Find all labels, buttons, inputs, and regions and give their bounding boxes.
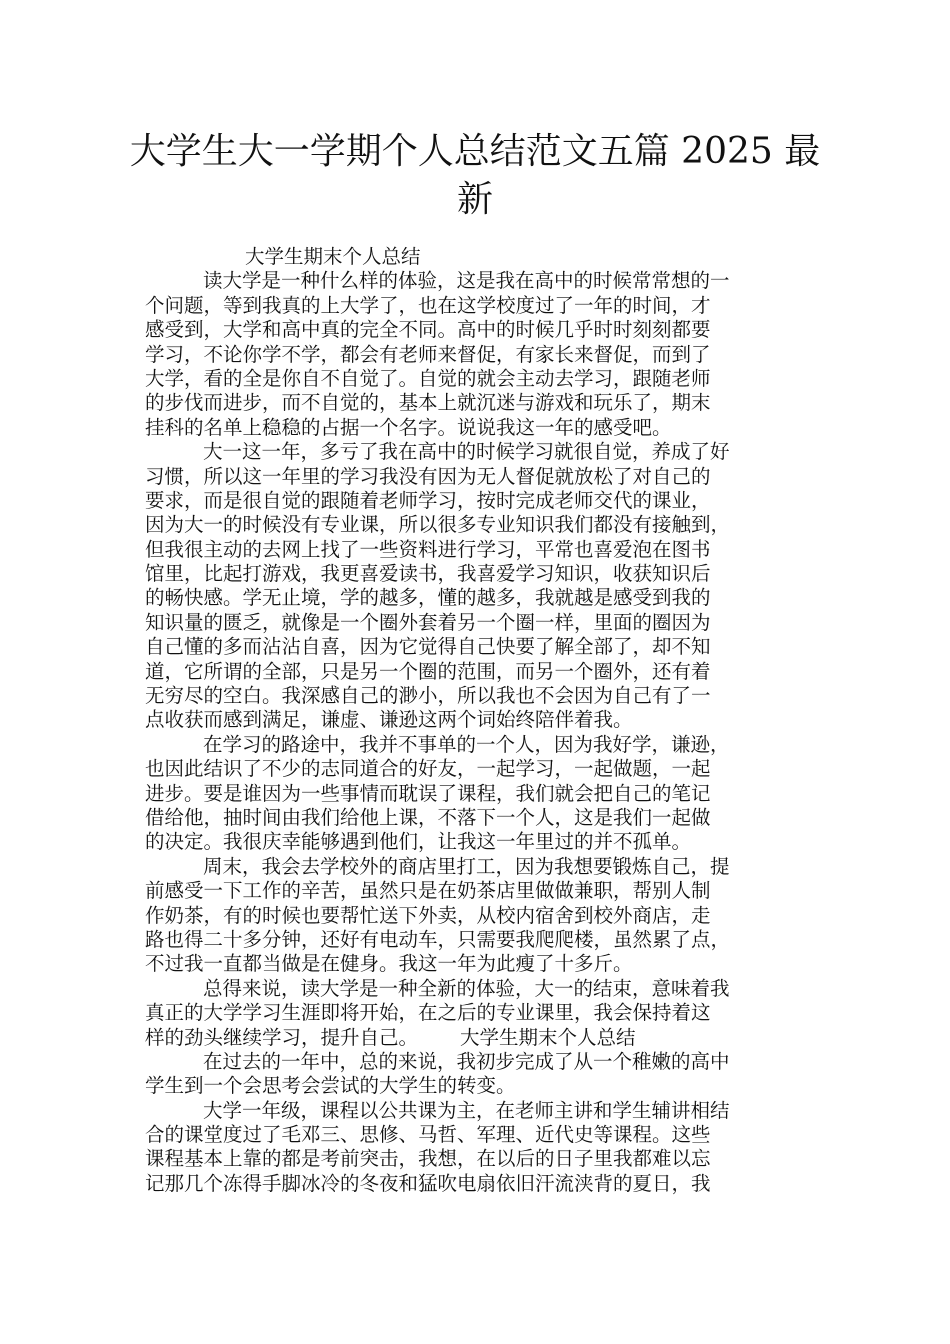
- document-title: [120, 128, 830, 224]
- paragraph-line: 前感受一下工作的辛苦，虽然只是在奶茶店里做做兼职，帮别人制: [145, 879, 711, 903]
- paragraph-line: 合的课堂度过了毛邓三、思修、马哲、军理、近代史等课程。这些: [145, 1123, 711, 1147]
- paragraph-line: 点收获而感到满足，谦虚、谦逊这两个词始终陪伴着我。: [145, 708, 633, 732]
- paragraph-line: 大学，看的全是你自不自觉了。自觉的就会主动去学习，跟随老师: [145, 366, 711, 390]
- paragraph-line: 知识量的匮乏，就像是一个圈外套着另一个圈一样，里面的圈因为: [145, 610, 711, 634]
- section-subheading: 大学生期末个人总结: [245, 245, 421, 268]
- paragraph-line: 课程基本上靠的都是考前突击，我想，在以后的日子里我都难以忘: [145, 1147, 711, 1171]
- paragraph-first-line: 大学一年级，课程以公共课为主，在老师主讲和学生辅讲相结: [203, 1098, 730, 1122]
- paragraph-line: 道，它所谓的全部，只是另一个圈的范围，而另一个圈外，还有着: [145, 659, 711, 683]
- paragraph-line: 要求，而是很自觉的跟随着老师学习，按时完成老师交代的课业，: [145, 488, 711, 512]
- paragraph-first-line: 在学习的路途中，我并不事单的一个人，因为我好学，谦逊，: [203, 732, 730, 756]
- paragraph-line: 不过我一直都当做是在健身。我这一年为此瘦了十多斤。: [145, 952, 633, 976]
- paragraph-line: [145, 1026, 810, 1050]
- paragraph-line: 因为大一的时候没有专业课，所以很多专业知识我们都没有接触到，: [145, 513, 731, 537]
- paragraph-line-text: 样的劲头继续学习，提升自己。: [145, 1025, 419, 1049]
- paragraph-line: 习惯，所以这一年里的学习我没有因为无人督促就放松了对自己的: [145, 464, 711, 488]
- paragraph-line: 的畅快感。学无止境，学的越多，懂的越多，我就越是感受到我的: [145, 586, 711, 610]
- paragraph-first-line: 读大学是一种什么样的体验，这是我在高中的时候常常想的一: [203, 269, 730, 293]
- title-line-2: 新: [456, 179, 493, 220]
- paragraph-line: 学习，不论你学不学，都会有老师来督促，有家长来督促，而到了: [145, 342, 711, 366]
- paragraph-line: 但我很主动的去网上找了一些资料进行学习，平常也喜爱泡在图书: [145, 537, 711, 561]
- paragraph-line: 的决定。我很庆幸能够遇到他们，让我这一年里过的并不孤单。: [145, 830, 692, 854]
- paragraph-line: 学生到一个会思考会尝试的大学生的转变。: [145, 1074, 516, 1098]
- paragraph-line: 记那几个冻得手脚冰冷的冬夜和猛吹电扇依旧汗流浃背的夏日，我: [145, 1171, 711, 1195]
- paragraph-first-line: 周末，我会去学校外的商店里打工，因为我想要锻炼自己，提: [203, 854, 730, 878]
- paragraph-line: 感受到，大学和高中真的完全不同。高中的时候几乎时时刻刻都要: [145, 318, 711, 342]
- document-body: [145, 245, 810, 1196]
- title-line-1: 大学生大一学期个人总结范文五篇 2025 最: [129, 131, 821, 172]
- paragraph-line: 真正的大学学习生涯即将开始，在之后的专业课里，我会保持着这: [145, 1001, 711, 1025]
- paragraph-line: 借给他，抽时间由我们给他上课，不落下一个人，这是我们一起做: [145, 805, 711, 829]
- paragraph-line: 进步。要是谁因为一些事情而耽误了课程，我们就会把自己的笔记: [145, 781, 711, 805]
- paragraph-first-line: 总得来说，读大学是一种全新的体验，大一的结束，意味着我: [203, 976, 730, 1000]
- paragraph-line: 的步伐而进步，而不自觉的，基本上就沉迷与游戏和玩乐了，期末: [145, 391, 711, 415]
- paragraph-line: 路也得二十多分钟，还好有电动车，只需要我爬爬楼，虽然累了点，: [145, 927, 731, 951]
- paragraph-line: 也因此结识了不少的志同道合的好友，一起学习，一起做题，一起: [145, 757, 711, 781]
- paragraph-line: 挂科的名单上稳稳的占据一个名字。说说我这一年的感受吧。: [145, 415, 672, 439]
- section-subheading: 大学生期末个人总结: [460, 1025, 636, 1049]
- paragraph-line: 自己懂的多而沾沾自喜，因为它觉得自己快要了解全部了，却不知: [145, 635, 711, 659]
- paragraph-first-line: 大一这一年，多亏了我在高中的时候学习就很自觉，养成了好: [203, 440, 730, 464]
- paragraph-line: 个问题，等到我真的上大学了，也在这学校度过了一年的时间，才: [145, 293, 711, 317]
- paragraph-line: 作奶茶，有的时候也要帮忙送下外卖，从校内宿舍到校外商店，走: [145, 903, 711, 927]
- paragraph-first-line: 在过去的一年中，总的来说，我初步完成了从一个稚嫩的高中: [203, 1049, 730, 1073]
- paragraph-line: 无穷尽的空白。我深感自己的渺小，所以我也不会因为自己有了一: [145, 684, 711, 708]
- paragraph-line: 馆里，比起打游戏，我更喜爱读书，我喜爱学习知识，收获知识后: [145, 562, 711, 586]
